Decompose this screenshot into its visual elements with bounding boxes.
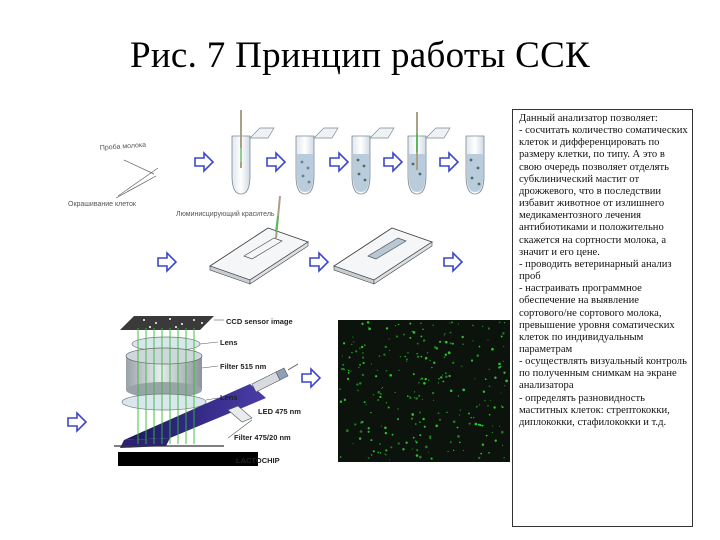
fluorescence-dot bbox=[480, 453, 482, 455]
fluorescence-dot bbox=[362, 352, 364, 354]
fluorescence-dot bbox=[468, 413, 470, 415]
fluorescence-dot bbox=[492, 432, 493, 433]
filter515-label: Filter 515 nm bbox=[220, 362, 267, 371]
fluorescence-dot bbox=[411, 413, 414, 416]
fluorescence-dot bbox=[423, 339, 426, 342]
fluorescence-dot bbox=[450, 389, 453, 392]
fluorescence-dot bbox=[458, 323, 459, 324]
fluorescence-dot bbox=[353, 341, 354, 342]
fluorescence-dot bbox=[419, 412, 421, 414]
fluorescence-dot bbox=[489, 414, 491, 416]
fluorescence-dot bbox=[422, 399, 423, 400]
fluorescence-dot bbox=[415, 397, 418, 400]
fluorescence-dot bbox=[379, 443, 381, 445]
right-arrow-icon bbox=[310, 253, 328, 271]
fluorescence-dot bbox=[428, 380, 429, 381]
fluorescence-dot bbox=[424, 426, 426, 428]
fluorescence-dot bbox=[355, 350, 357, 352]
fluorescence-dot bbox=[396, 335, 398, 337]
fluorescence-dot bbox=[482, 443, 484, 445]
fluorescence-dot bbox=[495, 440, 497, 442]
fluorescence-dot bbox=[474, 378, 475, 379]
fluorescence-dot bbox=[424, 378, 426, 380]
fluorescence-dot bbox=[380, 452, 381, 453]
fluorescence-dot bbox=[381, 426, 382, 427]
fluorescence-dot bbox=[419, 421, 421, 423]
description-line: - осуществлять визуальный контроль по полученным снимкам на экране анализатора bbox=[519, 356, 687, 392]
fluorescence-dot bbox=[339, 388, 341, 390]
cell-staining-pointer bbox=[118, 168, 158, 196]
fluorescence-dot bbox=[348, 370, 350, 372]
fluorescence-dot bbox=[439, 341, 441, 343]
right-arrow-icon bbox=[444, 253, 462, 271]
filter475-label: Filter 475/20 nm bbox=[234, 433, 291, 442]
fluorescence-dot bbox=[448, 451, 449, 452]
fluorescence-dot bbox=[384, 427, 387, 430]
fluorescence-dot bbox=[417, 343, 419, 345]
fluorescence-dot bbox=[445, 354, 447, 356]
fluorescence-dot bbox=[414, 397, 415, 398]
fluorescence-dot bbox=[499, 322, 501, 324]
fluorescence-dot bbox=[388, 407, 390, 409]
fluorescence-dot bbox=[373, 394, 375, 396]
fluorescence-dot bbox=[377, 452, 379, 454]
fluorescence-dot bbox=[370, 439, 372, 441]
fluorescence-dot bbox=[402, 448, 404, 450]
fluorescence-dot bbox=[502, 406, 504, 408]
fluorescence-dot bbox=[364, 344, 366, 346]
fluorescence-dot bbox=[418, 382, 420, 384]
fluorescence-dot bbox=[481, 425, 483, 427]
fluorescence-dot bbox=[406, 358, 408, 360]
fluorescence-dot bbox=[473, 417, 474, 418]
fluorescence-dot bbox=[485, 378, 487, 380]
fluorescence-dot bbox=[344, 399, 346, 401]
fluorescence-dot bbox=[479, 424, 481, 426]
fluorescence-dot bbox=[498, 366, 500, 368]
fluorescence-dot bbox=[449, 323, 450, 324]
fluorescence-dot bbox=[359, 382, 362, 385]
fluorescence-dot bbox=[486, 435, 488, 437]
fluorescence-dot bbox=[386, 370, 388, 372]
fluorescence-dot bbox=[476, 354, 479, 357]
fluorescence-dot bbox=[479, 346, 481, 348]
fluorescence-dot bbox=[502, 332, 504, 334]
fluorescence-dot bbox=[397, 418, 399, 420]
fluorescence-dot bbox=[462, 343, 463, 344]
fluorescence-dot bbox=[457, 435, 460, 438]
fluorescence-dot bbox=[361, 346, 363, 348]
description-line: - определять разновидность маститных клеток: стрептококки, диплококки, стафилококки и т.д. bbox=[519, 392, 670, 428]
fluorescence-dot bbox=[462, 389, 465, 392]
fluorescence-dot bbox=[445, 372, 447, 374]
fluorescence-dot bbox=[427, 352, 428, 353]
fluorescence-dot bbox=[382, 387, 383, 388]
fluorescence-dot bbox=[483, 390, 485, 392]
fluorescence-dot bbox=[352, 443, 353, 444]
fluorescence-dot bbox=[452, 343, 454, 345]
fluorescence-dot bbox=[407, 352, 409, 354]
fluorescence-dot bbox=[340, 401, 342, 403]
fluorescence-dot bbox=[385, 346, 388, 349]
fluorescence-dot bbox=[501, 392, 502, 393]
right-arrow-icon bbox=[330, 153, 348, 171]
right-arrow-icon bbox=[158, 253, 176, 271]
fluorescence-dot bbox=[377, 391, 380, 394]
fluorescence-dot bbox=[370, 412, 371, 413]
fluorescence-dot bbox=[472, 340, 473, 341]
fluorescence-dot bbox=[381, 388, 382, 389]
fluorescence-dot bbox=[342, 355, 343, 356]
fluorescence-dot bbox=[395, 325, 396, 326]
fluorescence-dot bbox=[360, 430, 363, 433]
fluorescence-dot bbox=[404, 356, 406, 358]
fluorescence-dot bbox=[435, 424, 438, 427]
fluorescence-dot bbox=[438, 382, 439, 383]
fluorescence-dot bbox=[471, 359, 473, 361]
fluorescence-dot bbox=[385, 432, 387, 434]
fluorescence-dot bbox=[462, 336, 464, 338]
fluorescence-dot bbox=[413, 331, 416, 334]
fluorescence-dot bbox=[371, 363, 372, 364]
fluorescence-dot bbox=[442, 374, 443, 375]
fluorescence-dot bbox=[470, 417, 471, 418]
fluorescence-dot bbox=[367, 321, 370, 324]
fluorescence-dot bbox=[448, 375, 450, 377]
fluorescence-dot bbox=[491, 348, 494, 351]
fluorescence-dot bbox=[351, 344, 352, 345]
description-line: - проводить ветеринарный анализ проб bbox=[519, 258, 672, 283]
fluorescence-dot bbox=[499, 426, 500, 427]
fluorescence-dot bbox=[414, 391, 415, 392]
luminescent-dye-label: Люминисцирующий краситель bbox=[176, 211, 275, 218]
fluorescence-dot bbox=[438, 412, 440, 414]
fluorescence-dot bbox=[490, 400, 491, 401]
fluorescence-dot bbox=[450, 442, 451, 443]
fluorescence-dot bbox=[361, 421, 363, 423]
fluorescence-dot bbox=[351, 352, 352, 353]
fluorescence-dot bbox=[368, 328, 371, 331]
cell-staining-label: Окрашивание клеток bbox=[68, 201, 136, 208]
fluorescence-dot bbox=[450, 342, 452, 344]
right-arrow-icon bbox=[384, 153, 402, 171]
fluorescence-dot bbox=[356, 383, 358, 385]
fluorescence-dot bbox=[457, 427, 459, 429]
fluorescence-dot bbox=[488, 369, 489, 370]
fluorescence-dot bbox=[383, 354, 385, 356]
fluorescence-dot bbox=[498, 363, 501, 366]
fluorescence-dot bbox=[415, 440, 417, 442]
fluorescence-dot bbox=[406, 361, 407, 362]
fluorescence-dot bbox=[389, 459, 390, 460]
fluorescence-dot bbox=[354, 423, 356, 425]
fluorescence-dot bbox=[403, 334, 405, 336]
fluorescence-dot bbox=[420, 323, 421, 324]
fluorescence-dot bbox=[366, 404, 367, 405]
fluorescence-dot bbox=[461, 366, 462, 367]
fluorescence-dot bbox=[425, 446, 428, 449]
fluorescence-dot bbox=[444, 356, 446, 358]
fluorescence-dot bbox=[504, 385, 505, 386]
fluorescence-dot bbox=[412, 448, 413, 449]
fluorescence-dot bbox=[487, 339, 488, 340]
fluorescence-dot bbox=[476, 406, 478, 408]
fluorescence-dot bbox=[349, 356, 351, 358]
fluorescence-dot bbox=[415, 423, 417, 425]
fluorescence-dot bbox=[469, 422, 471, 424]
fluorescence-dot bbox=[421, 378, 423, 380]
fluorescence-dot bbox=[484, 400, 486, 402]
milk-sample-pointer bbox=[124, 160, 154, 174]
right-arrow-icon bbox=[267, 153, 285, 171]
fluorescence-dot bbox=[494, 376, 496, 378]
fluorescence-dot bbox=[446, 412, 447, 413]
fluorescence-dot bbox=[377, 399, 379, 401]
right-arrow-icon bbox=[440, 153, 458, 171]
fluorescence-dot bbox=[362, 356, 364, 358]
fluorescence-dot bbox=[475, 423, 478, 426]
fluorescence-dot bbox=[359, 347, 361, 349]
lens-mid-label: Lens bbox=[220, 393, 238, 402]
fluorescence-dot bbox=[395, 392, 396, 393]
fluorescence-dot bbox=[503, 361, 504, 362]
ccd-label: CCD sensor image bbox=[226, 317, 293, 326]
fluorescence-dot bbox=[343, 342, 345, 344]
fluorescence-dot bbox=[479, 404, 480, 405]
fluorescence-dot bbox=[397, 408, 398, 409]
fluorescence-dot bbox=[368, 431, 370, 433]
fluorescence-dot bbox=[411, 418, 413, 420]
fluorescence-dot bbox=[458, 395, 459, 396]
fluorescence-dot bbox=[347, 378, 349, 380]
fluorescence-dot bbox=[433, 400, 434, 401]
fluorescence-dot bbox=[398, 324, 399, 325]
fluorescence-dot bbox=[429, 435, 432, 438]
description-line: Данный анализатор позволяет: bbox=[519, 113, 658, 124]
fluorescence-dot bbox=[348, 372, 350, 374]
fluorescence-dot bbox=[488, 327, 490, 329]
fluorescence-dot bbox=[422, 418, 424, 420]
test-tube-5 bbox=[466, 136, 484, 194]
fluorescence-dot bbox=[350, 370, 351, 371]
fluorescence-dot bbox=[472, 324, 474, 326]
fluorescence-dot bbox=[416, 454, 419, 457]
fluorescence-dot bbox=[398, 442, 400, 444]
fluorescence-dot bbox=[428, 452, 429, 453]
fluorescence-dot bbox=[361, 323, 363, 325]
fluorescence-dot bbox=[422, 328, 424, 330]
fluorescence-dot bbox=[417, 356, 419, 358]
fluorescence-dot bbox=[379, 396, 381, 398]
fluorescence-dot bbox=[407, 395, 409, 397]
fluorescence-dot bbox=[421, 356, 423, 358]
fluorescence-dot bbox=[432, 392, 434, 394]
fluorescence-dot bbox=[420, 379, 421, 380]
fluorescence-dot bbox=[478, 457, 480, 459]
fluorescence-dot bbox=[429, 438, 430, 439]
fluorescence-dot bbox=[488, 452, 490, 454]
fluorescence-dot bbox=[352, 336, 353, 337]
fluorescence-dot bbox=[431, 458, 433, 460]
lens-top-label: Lens bbox=[220, 338, 238, 347]
fluorescence-dot bbox=[340, 456, 342, 458]
fluorescence-dot bbox=[375, 375, 377, 377]
fluorescence-dot bbox=[363, 362, 365, 364]
fluorescence-dot bbox=[386, 402, 387, 403]
optics bbox=[114, 316, 298, 466]
test-tube-4 bbox=[408, 112, 450, 194]
fluorescence-dot bbox=[429, 360, 431, 362]
cassette-loaded bbox=[334, 228, 432, 284]
fluorescence-dot bbox=[342, 364, 344, 366]
fluorescence-dot bbox=[357, 390, 359, 392]
description-line: - сосчитать количество соматических клеток и дифференцировать по размеру клетки, по типу. А это в свою очередь позволяет отделять субклинический мастит от дрожжевого, что в последствии избавит животное от излишнего медикаментозного лечения антибиотиками и положительно скажется на сортности молока, а значит и его цене. bbox=[519, 125, 688, 258]
fluorescence-dot bbox=[431, 367, 432, 368]
fluorescence-dot bbox=[425, 357, 428, 360]
fluorescence-dot bbox=[385, 449, 387, 451]
fluorescence-dot bbox=[439, 419, 441, 421]
fluorescence-dot bbox=[418, 395, 420, 397]
fluorescence-dot bbox=[489, 385, 491, 387]
fluorescence-dot bbox=[436, 347, 438, 349]
fluorescence-dot bbox=[409, 337, 411, 339]
cassette-loading bbox=[210, 196, 308, 284]
fluorescence-dot bbox=[390, 446, 392, 448]
right-arrow-icon bbox=[302, 369, 320, 387]
fluorescence-dot bbox=[444, 341, 445, 342]
led-label: LED 475 nm bbox=[258, 407, 301, 416]
fluorescence-dot bbox=[432, 325, 434, 327]
fluorescence-dot bbox=[368, 327, 369, 328]
fluorescence-dot bbox=[358, 367, 359, 368]
fluorescence-dot bbox=[364, 401, 366, 403]
fluorescence-dot bbox=[419, 456, 422, 459]
fluorescence-dot bbox=[501, 431, 504, 434]
fluorescence-dot bbox=[419, 434, 421, 436]
slide-title: Рис. 7 Принцип работы ССК bbox=[129, 35, 591, 76]
fluorescence-dot bbox=[503, 372, 505, 374]
fluorescence-dot bbox=[409, 396, 410, 397]
fluorescence-dot bbox=[362, 374, 364, 376]
fluorescence-dot bbox=[389, 374, 392, 377]
fluorescence-dot bbox=[346, 429, 349, 432]
fluorescence-dot bbox=[416, 353, 417, 354]
fluorescence-dot bbox=[504, 322, 505, 323]
fluorescence-dot bbox=[392, 434, 394, 436]
fluorescence-dot bbox=[482, 326, 483, 327]
fluorescence-dot bbox=[438, 378, 440, 380]
fluorescence-dot bbox=[503, 457, 504, 458]
fluorescence-dot bbox=[389, 338, 390, 339]
right-arrow-icon bbox=[68, 413, 86, 431]
fluorescence-dot bbox=[420, 335, 422, 337]
fluorescence-dot bbox=[501, 336, 503, 338]
fluorescence-dot bbox=[450, 332, 452, 334]
fluorescence-dot bbox=[386, 327, 388, 329]
fluorescence-dot bbox=[493, 406, 495, 408]
fluorescence-dot bbox=[368, 427, 370, 429]
fluorescence-dot bbox=[440, 376, 442, 378]
milk-sample-label: Проба молока bbox=[99, 141, 147, 152]
fluorescence-dot bbox=[463, 450, 464, 451]
fluorescence-dot bbox=[399, 370, 400, 371]
fluorescence-dot bbox=[359, 364, 361, 366]
fluorescence-dot bbox=[409, 323, 411, 325]
lactochip-label: LACTOCHIP bbox=[236, 456, 280, 465]
fluorescence-dot bbox=[412, 331, 413, 332]
fluorescence-dot bbox=[373, 450, 375, 452]
fluorescence-dot bbox=[459, 414, 460, 415]
fluorescence-dot bbox=[460, 409, 461, 410]
fluorescence-dot bbox=[442, 381, 444, 383]
fluorescence-dot bbox=[433, 362, 435, 364]
test-tube-1 bbox=[232, 110, 274, 194]
fluorescence-dot bbox=[445, 341, 448, 344]
fluorescence-dot bbox=[343, 368, 344, 369]
fluorescence-dot bbox=[487, 405, 488, 406]
fluorescence-dot bbox=[459, 441, 461, 443]
fluorescence-dot bbox=[453, 450, 454, 451]
fluorescence-dot bbox=[453, 420, 456, 423]
fluorescence-dot bbox=[448, 351, 451, 354]
fluorescence-dot bbox=[400, 356, 401, 357]
fluorescence-dot bbox=[379, 355, 381, 357]
fluorescence-dot bbox=[416, 449, 418, 451]
fluorescence-dot bbox=[385, 454, 387, 456]
fluorescence-dot bbox=[377, 370, 378, 371]
right-arrow-icon bbox=[195, 153, 213, 171]
fluorescence-dot bbox=[368, 457, 370, 459]
staining-arrow bbox=[116, 176, 156, 198]
fluorescence-dot bbox=[359, 437, 361, 439]
fluorescence-dot bbox=[405, 442, 407, 444]
ssc-principle-diagram bbox=[62, 98, 510, 478]
fluorescence-dot bbox=[452, 362, 454, 364]
fluorescence-dot bbox=[451, 321, 453, 323]
fluorescence-dot bbox=[423, 382, 426, 385]
fluorescence-dot bbox=[389, 350, 390, 351]
fluorescence-dot bbox=[413, 373, 415, 375]
description-line: - настраивать программное обеспечение на выявление сортового/не сортового молока, превышение уровня соматических клеток по индивидуальным параметрам bbox=[519, 283, 675, 355]
fluorescence-dot bbox=[444, 333, 446, 335]
fluorescence-dot bbox=[371, 454, 372, 455]
fluorescence-dot bbox=[492, 425, 493, 426]
fluorescence-dot bbox=[380, 393, 382, 395]
fluorescence-dot bbox=[413, 437, 415, 439]
description-box bbox=[512, 109, 693, 527]
fluorescence-dot bbox=[444, 335, 445, 336]
fluorescence-dot bbox=[503, 346, 504, 347]
fluorescence-dot bbox=[445, 375, 448, 378]
fluorescence-dot bbox=[505, 380, 508, 383]
fluorescence-dot bbox=[502, 445, 503, 446]
